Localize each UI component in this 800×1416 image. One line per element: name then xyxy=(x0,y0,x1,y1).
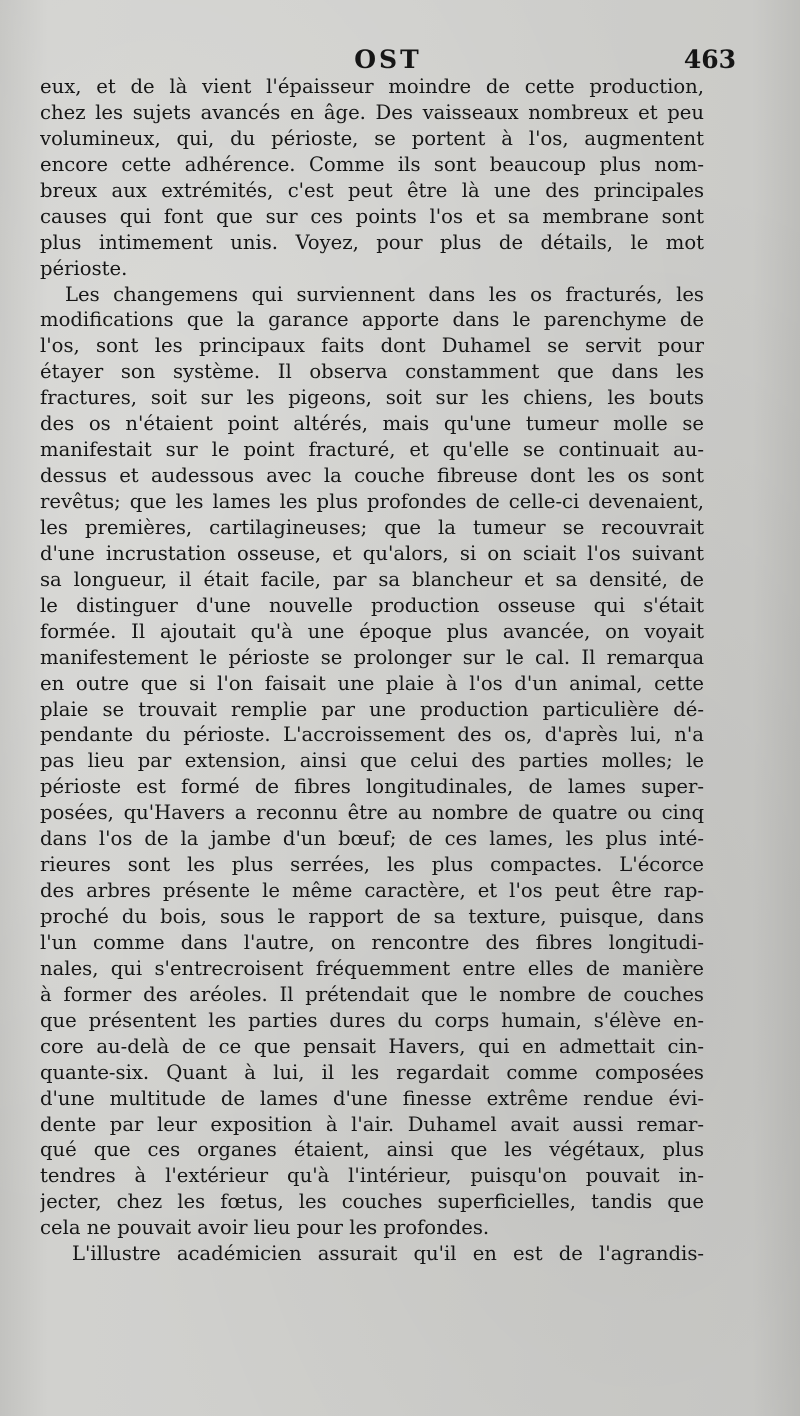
text-line: qué que ces organes étaient, ainsi que les végétaux, plus xyxy=(40,1138,704,1162)
running-head: OST xyxy=(354,45,422,74)
text-line: formée. Il ajoutait qu'à une époque plus avancée, on voyait xyxy=(40,619,704,643)
text-line: manifestement le périoste se prolonger sur le cal. Il remarqua xyxy=(40,645,704,669)
text-line: modifications que la garance apporte dans le parenchyme de xyxy=(40,308,704,332)
text-line: plus intimement unis. Voyez, pour plus de détails, le mot xyxy=(40,230,704,254)
text-line: dans l'os de la jambe d'un bœuf; de ces lames, les plus inté- xyxy=(40,827,704,851)
text-line: chez les sujets avancés en âge. Des vaisseaux nombreux et peu xyxy=(40,100,704,124)
text-line: volumineux, qui, du périoste, se portent à l'os, augmentent xyxy=(40,126,704,150)
text-line: pas lieu par extension, ainsi que celui des parties molles; le xyxy=(40,749,704,773)
text-line: d'une incrustation osseuse, et qu'alors, si on sciait l'os suivant xyxy=(40,541,704,565)
paragraph-first-line: Les changemens qui surviennent dans les os fracturés, les xyxy=(65,282,704,306)
text-line: les premières, cartilagineuses; que la tumeur se recouvrait xyxy=(40,515,704,539)
text-line: des arbres présente le même caractère, et l'os peut être rap- xyxy=(40,879,704,903)
text-line: l'un comme dans l'autre, on rencontre des fibres longitudi- xyxy=(40,930,704,954)
text-line: périoste est formé de fibres longitudinales, de lames super- xyxy=(40,775,704,799)
text-line: posées, qu'Havers a reconnu être au nombre de quatre ou cinq xyxy=(40,801,704,825)
text-line: fractures, soit sur les pigeons, soit sur les chiens, les bouts xyxy=(40,386,704,410)
text-line: quante-six. Quant à lui, il les regardait comme composées xyxy=(40,1060,704,1084)
paragraph-first-line: L'illustre académicien assurait qu'il en est de l'agrandis- xyxy=(72,1242,704,1266)
text-line: jecter, chez les fœtus, les couches superficielles, tandis que xyxy=(40,1190,704,1214)
text-line: cela ne pouvait avoir lieu pour les profondes. xyxy=(40,1216,490,1240)
text-line: à former des aréoles. Il prétendait que le nombre de couches xyxy=(40,982,704,1006)
page-number: 463 xyxy=(683,45,736,74)
text-line: dessus et audessous avec la couche fibreuse dont les os sont xyxy=(40,464,704,488)
text-line: eux, et de là vient l'épaisseur moindre de cette production, xyxy=(40,75,704,98)
text-line: périoste. xyxy=(40,256,128,280)
text-line: l'os, sont les principaux faits dont Duhamel se servit pour xyxy=(40,334,704,358)
text-line: dente par leur exposition à l'air. Duhamel avait aussi remar- xyxy=(40,1112,704,1136)
text-line: le distinguer d'une nouvelle production osseuse qui s'était xyxy=(40,593,704,617)
text-line: manifestait sur le point fracturé, et qu'elle se continuait au- xyxy=(40,438,704,462)
text-line: revêtus; que les lames les plus profondes de celle-ci devenaient, xyxy=(40,490,704,513)
text-line: causes qui font que sur ces points l'os et sa membrane sont xyxy=(40,204,704,228)
text-line: proché du bois, sous le rapport de sa texture, puisque, dans xyxy=(40,905,704,928)
text-line: pendante du périoste. L'accroissement des os, d'après lui, n'a xyxy=(40,723,704,747)
text-line: en outre que si l'on faisait une plaie à l'os d'un animal, cette xyxy=(40,671,704,695)
text-line: plaie se trouvait remplie par une production particulière dé- xyxy=(40,697,704,721)
body-text xyxy=(40,74,704,1267)
text-line: que présentent les parties dures du corps humain, s'élève en- xyxy=(40,1008,704,1032)
text-line: rieures sont les plus serrées, les plus compactes. L'écorce xyxy=(40,853,704,877)
text-line: nales, qui s'entrecroisent fréquemment entre elles de manière xyxy=(40,956,704,980)
text-line: d'une multitude de lames d'une finesse extrême rendue évi- xyxy=(40,1086,704,1110)
text-line: encore cette adhérence. Comme ils sont beaucoup plus nom- xyxy=(40,152,704,176)
text-line: breux aux extrémités, c'est peut être là une des principales xyxy=(40,178,704,202)
text-line: core au-delà de ce que pensait Havers, qui en admettait cin- xyxy=(40,1034,704,1058)
text-line: des os n'étaient point altérés, mais qu'une tumeur molle se xyxy=(40,412,704,436)
text-line: tendres à l'extérieur qu'à l'intérieur, puisqu'on pouvait in- xyxy=(40,1164,704,1188)
text-line: étayer son système. Il observa constamment que dans les xyxy=(40,360,704,384)
text-line: sa longueur, il était facile, par sa blancheur et sa densité, de xyxy=(40,567,704,591)
